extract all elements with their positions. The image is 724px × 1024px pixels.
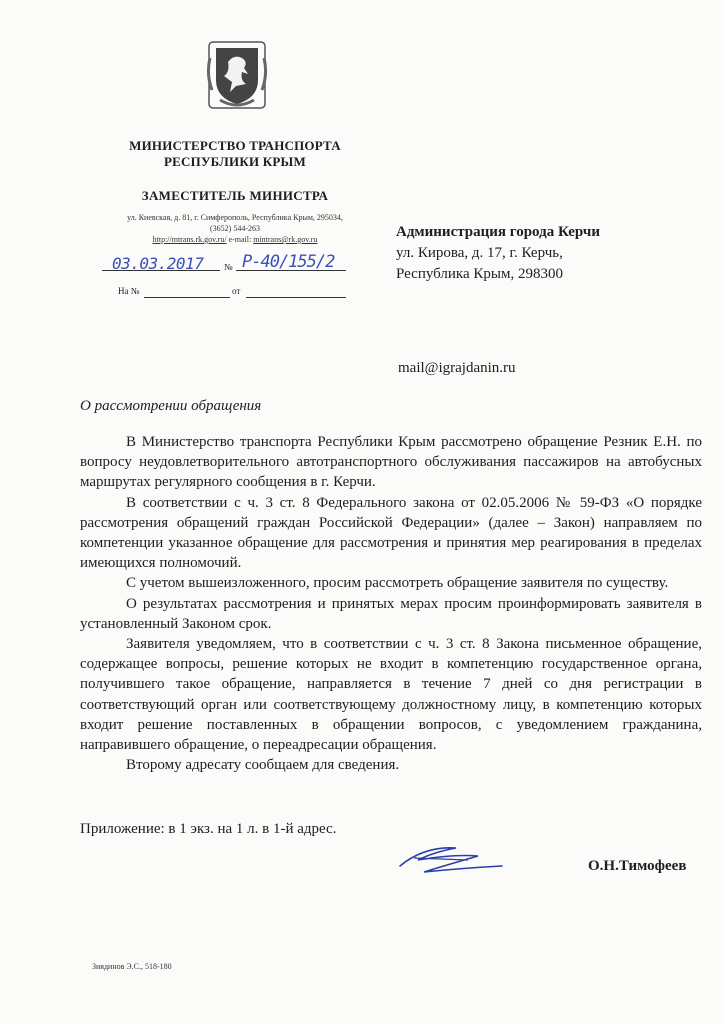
crimea-coat-of-arms-icon [206,40,268,110]
recipient-block [396,222,716,285]
ministry-website-link[interactable]: http://mtrans.rk.gov.ru/ [152,235,227,244]
body-paragraph-2: В соответствии с ч. 3 ст. 8 Федерального закона от 02.05.2006 № 59-ФЗ «О порядке рассмотрения обращений граждан Российской Федерации» (далее – Закон) направляем по компетенции указанное обращение для рассмотрения и принятия мер реагирования в пределах имеющихся полномочий. [80,494,702,572]
ministry-address: ул. Киевская, д. 81, г. Симферополь, Республика Крым, 295034, [127,213,343,222]
body-paragraph-4: О результатах рассмотрения и принятых мерах просим проинформировать заявителя в установленный Законом срок. [80,595,702,632]
body-paragraph-5: Заявителя уведомляем, что в соответствии с ч. 3 ст. 8 Закона письменное обращение, содержащее вопросы, решение которых не входит в компетенцию государственное органа, получившего такое обращение, направляется в течение 7 дней со дня регистрации в соответствующий орган или соответствующему должностному лицу, в компетенцию которых входит решение поставленных в обращении вопросов, с уведомлением гражданина, направившего обращение, о переадресации обращения. [80,636,702,754]
executor-info: Зиядинов Э.С., 518-180 [92,962,172,971]
letter-subject: О рассмотрении обращения [80,398,262,414]
ministry-name-line2: РЕСПУБЛИКИ КРЫМ [164,154,306,169]
recipient-email: mail@igrajdanin.ru [398,360,516,376]
registration-line [92,252,382,278]
body-paragraph-3: С учетом вышеизложенного, просим рассмотреть обращение заявителя по существу. [126,575,669,592]
recipient-address-line1: ул. Кирова, д. 17, г. Керчь, [396,245,563,261]
attachment-note: Приложение: в 1 экз. на 1 л. в 1-й адрес. [80,821,337,837]
ministry-name [90,138,380,170]
body-paragraph-1: В Министерство транспорта Республики Крым рассмотрено обращение Резник Е.Н. по вопросу неудовлетворительного автотранспортного обслуживания пассажиров на автобусных маршрутах регулярного сообщения в г. Керчи. [80,434,702,491]
stamp-date: 03.03.2017 [112,254,204,273]
ministry-phone: (3652) 544-263 [210,224,260,233]
ref-number-label: На № [118,286,140,296]
ministry-email-link[interactable]: mintrans@rk.gov.ru [253,235,318,244]
deputy-minister-title: ЗАМЕСТИТЕЛЬ МИНИСТРА [141,188,329,203]
stamp-number: Р-40/155/2 [242,252,335,272]
ref-date-label: от [232,286,241,296]
handwritten-signature-icon [394,836,508,880]
recipient-address-line2: Республика Крым, 298300 [396,266,563,282]
email-label: e-mail: [228,235,252,244]
number-sign: № [224,262,233,272]
ministry-name-line1: МИНИСТЕРСТВО ТРАНСПОРТА [129,138,341,153]
signer-name: О.Н.Тимофеев [588,858,687,874]
recipient-org: Администрация города Керчи [396,224,600,240]
reference-line [118,286,358,300]
letter-body [80,432,702,775]
ministry-contacts [90,212,380,245]
body-paragraph-6: Второму адресату сообщаем для сведения. [126,757,400,774]
